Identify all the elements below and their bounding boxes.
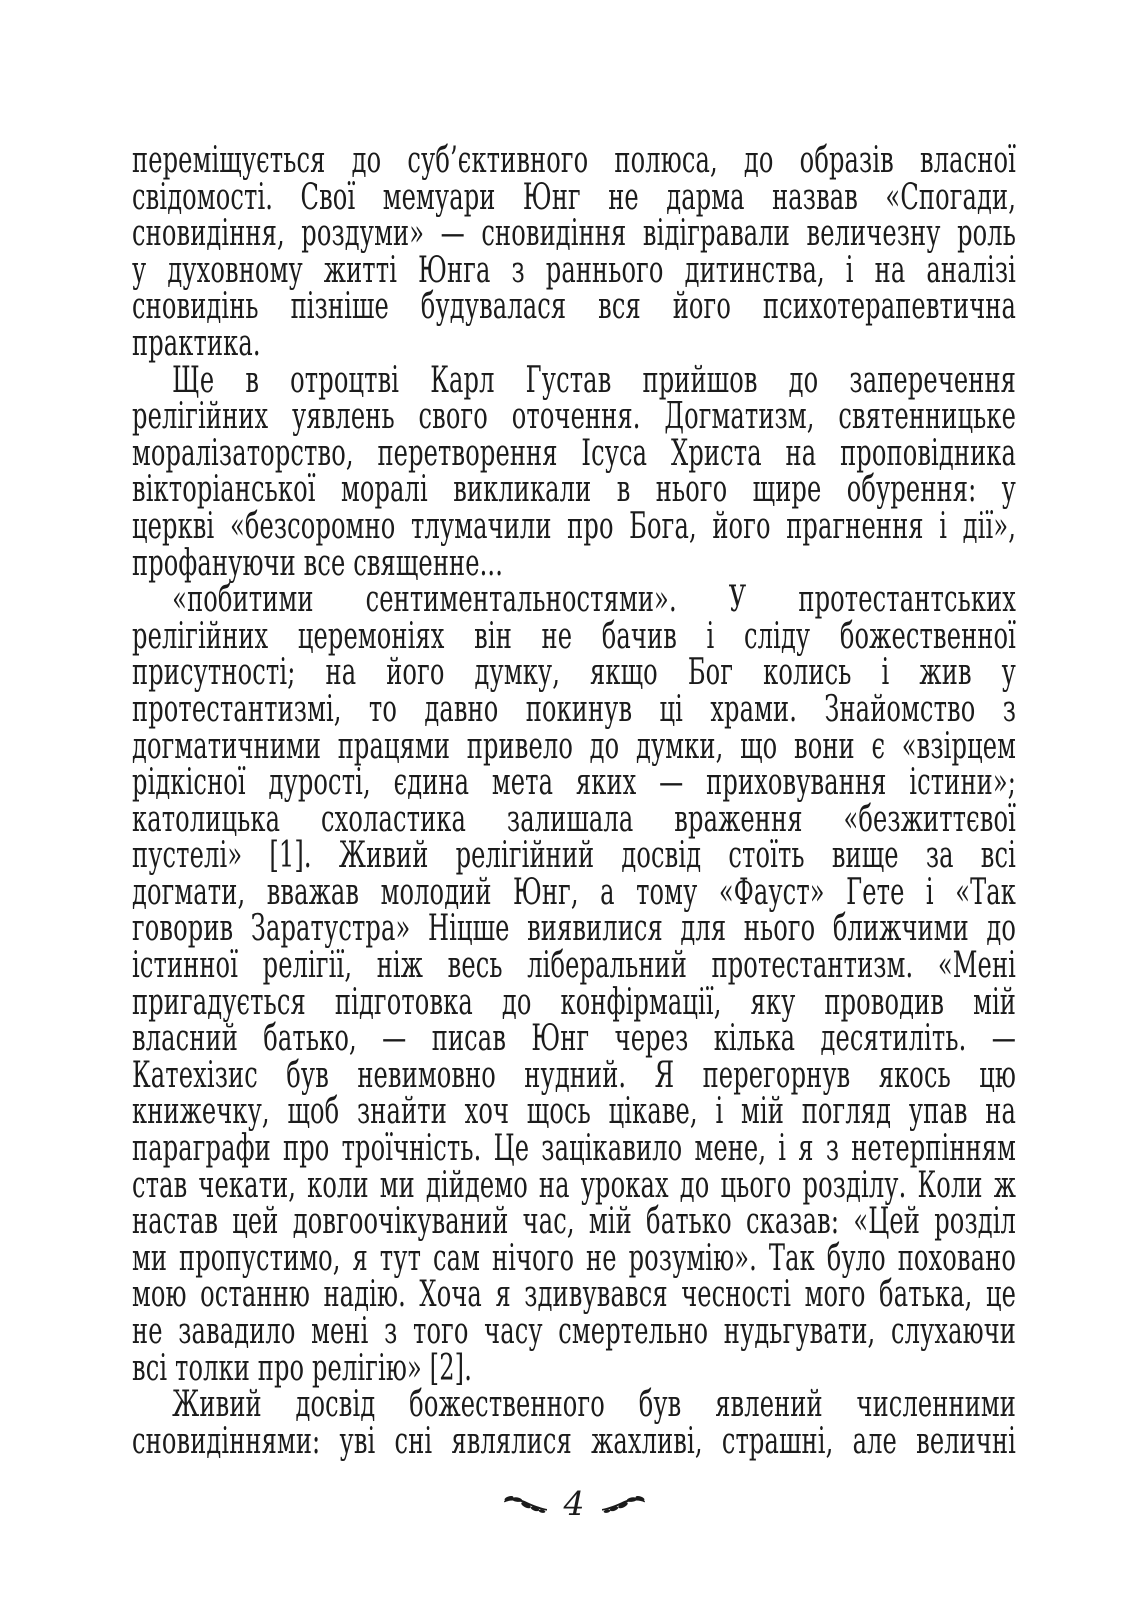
text-line: практика. [132,322,261,364]
text-line: догматичними працями привело до думки, що вони є «взірцем [132,725,1017,767]
text-line: сновидіння, роздуми» — сновидіння відігравали величезну роль [132,213,1017,255]
page-footer [132,1483,1016,1527]
text-line: релігійних церемоніях він не бачив і сліду божественної [132,615,1017,657]
text-column [132,140,1017,1462]
paragraph [132,140,1017,364]
page-number: 4 [563,1483,585,1523]
text-line: «побитими сентиментальностями». У протестантських [172,579,1017,621]
text-line: ми пропустимо, я тут сам нічого не розумію». Так було поховано [132,1237,1017,1279]
paragraph [132,579,1017,1389]
text-line: пригадується підготовка до конфірмації, яку проводив мій [132,981,1017,1023]
text-line: сновидінь пізніше будувалася вся його психотерапевтична [132,286,1017,328]
text-line: переміщується до суб’єктивного полюса, до образів власної [132,140,1017,181]
text-line: догмати, вважав молодий Юнг, а тому «Фауст» Гете і «Так [132,871,1017,913]
text-line: церкві «безсоромно тлумачили про Бога, його прагнення і дії», [132,505,1017,547]
text-line: не завадило мені з того часу смертельно нудьгувати, слухаючи [132,1311,1017,1352]
text-line: став чекати, коли ми дійдемо на уроках до цього розділу. Коли ж [132,1164,1017,1206]
text-line: параграфи про троїчність. Це зацікавило мене, і я з нетерпінням [132,1128,1017,1170]
text-line: католицька схоластика залишала враження «безжиттєвої [132,798,1017,840]
text-line: книжечку, щоб знайти хоч щось цікаве, і мій погляд упав на [132,1091,1017,1133]
paragraph [132,1384,1017,1462]
text-line: профануючи все священне... [132,542,504,584]
text-line: вікторіанської моралі викликали в нього щире обурення: у [132,469,1017,511]
text-line: моралізаторство, перетворення Ісуса Христа на проповідника [132,432,1017,474]
text-line: мою останню надію. Хоча я здивувався чесності мого батька, це [132,1274,1017,1316]
text-line: Катехізис був невимовно нудний. Я перегорнув якось цю [132,1054,1017,1096]
text-line: істинної релігії, ніж весь ліберальний протестантизм. «Мені [132,945,1017,987]
text-line: Ще в отроцтві Карл Густав прийшов до заперечення [172,359,1017,401]
text-line: присутності; на його думку, якщо Бог колись і жив у [132,652,1017,694]
text-line: пустелі» [1]. Живий релігійний досвід стоїть вище за всі [132,835,1017,877]
vine-flourish-right-icon [600,1493,646,1517]
text-line: власний батько, — писав Юнг через кілька десятиліть. — [132,1018,1017,1060]
vine-flourish-left-icon [503,1493,549,1517]
text-line: свідомості. Свої мемуари Юнг не дарма назвав «Спогади, [132,176,1017,218]
text-line: настав цей довгоочікуваний час, мій батько сказав: «Цей розділ [132,1201,1017,1243]
text-line: протестантизмі, то давно покинув ці храми. Знайомство з [132,688,1017,730]
text-line: сновидіннями: уві сні являлися жахливі, страшні, але величні [132,1420,1017,1462]
text-line: у духовному житті Юнга з раннього дитинства, і на аналізі [132,249,1017,291]
text-line: всі толки про релігію» [2]. [132,1347,473,1389]
text-block [132,140,1017,1462]
text-line: говорив Заратустра» Ніцше виявилися для нього ближчими до [132,908,1017,950]
text-line: рідкісної дурості, єдина мета яких — приховування істини»; [132,762,1017,804]
paragraph [132,359,1017,584]
text-line: Живий досвід божественного був явлений численними [172,1384,1017,1426]
text-line: релігійних уявлень свого оточення. Догматизм, святенницьке [132,396,1017,438]
